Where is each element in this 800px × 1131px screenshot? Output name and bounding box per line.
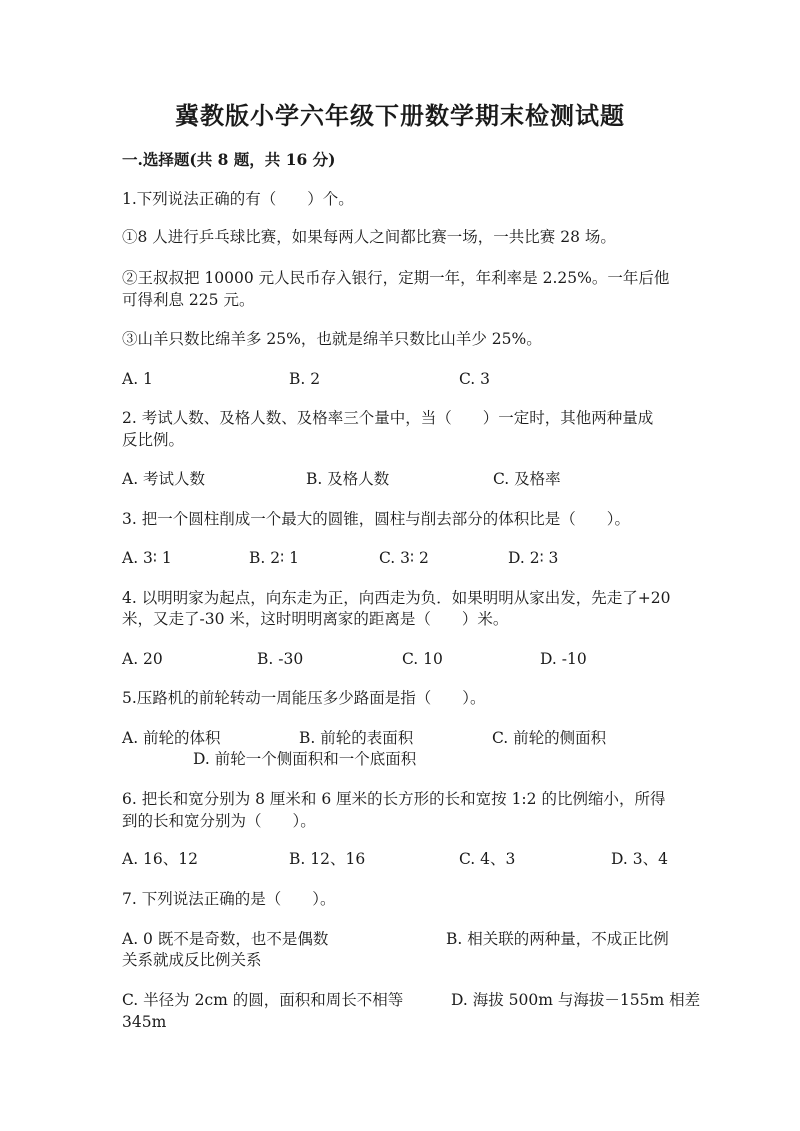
question-7-option-b-cont[interactable]: 关系就成反比例关系	[122, 951, 262, 969]
question-4-stem-cont: 米，又走了-30 米，这时明明离家的距离是（ ）米。	[122, 610, 509, 628]
question-7-option-a[interactable]: A. 0 既不是奇数，也不是偶数	[122, 930, 329, 948]
question-3-stem: 3. 把一个圆柱削成一个最大的圆锥，圆柱与削去部分的体积比是（ ）。	[122, 510, 630, 528]
question-2-option-c[interactable]: C. 及格率	[493, 470, 561, 488]
question-6-option-c[interactable]: C. 4、3	[459, 850, 516, 868]
question-5-stem: 5.压路机的前轮转动一周能压多少路面是指（ ）。	[122, 689, 486, 707]
question-2-option-b[interactable]: B. 及格人数	[306, 470, 390, 488]
question-1-stem: 1.下列说法正确的有（ ）个。	[122, 190, 354, 208]
question-1-option-a[interactable]: A. 1	[122, 370, 153, 388]
question-6-option-a[interactable]: A. 16、12	[122, 850, 198, 868]
question-7-option-d[interactable]: D. 海拔 500m 与海拔－155m 相差	[451, 991, 701, 1009]
question-4-option-c[interactable]: C. 10	[402, 650, 443, 668]
question-1-statement-2-cont: 可得利息 225 元。	[122, 291, 255, 309]
question-7-option-d-cont[interactable]: 345m	[122, 1013, 167, 1031]
question-6-option-d[interactable]: D. 3、4	[611, 850, 668, 868]
question-4-option-b[interactable]: B. -30	[257, 650, 304, 668]
question-7-option-c[interactable]: C. 半径为 2cm 的圆，面积和周长不相等	[122, 991, 404, 1009]
question-2-stem: 2. 考试人数、及格人数、及格率三个量中，当（ ）一定时，其他两种量成	[122, 409, 654, 427]
question-2-stem-cont: 反比例。	[122, 431, 185, 449]
question-5-option-a[interactable]: A. 前轮的体积	[122, 729, 221, 747]
question-7-stem: 7. 下列说法正确的是（ ）。	[122, 890, 336, 908]
page-title: 冀教版小学六年级下册数学期末检测试题	[175, 101, 625, 130]
question-1-option-c[interactable]: C. 3	[459, 370, 491, 388]
question-1-statement-2: ②王叔叔把 10000 元人民币存入银行，定期一年，年利率是 2.25%。一年后他	[122, 269, 670, 287]
question-5-option-d[interactable]: D. 前轮一个侧面积和一个底面积	[193, 750, 417, 768]
section-heading: 一.选择题(共 8 题，共 16 分)	[122, 150, 336, 169]
question-6-stem-cont: 到的长和宽分别为（ ）。	[122, 812, 316, 830]
question-1-statement-3: ③山羊只数比绵羊多 25%，也就是绵羊只数比山羊少 25%。	[122, 330, 542, 348]
question-5-option-c[interactable]: C. 前轮的侧面积	[492, 729, 607, 747]
question-3-option-c[interactable]: C. 3∶ 2	[379, 549, 429, 567]
question-3-option-a[interactable]: A. 3∶ 1	[122, 549, 172, 567]
question-6-stem: 6. 把长和宽分别为 8 厘米和 6 厘米的长方形的长和宽按 1:2 的比例缩小，所得	[122, 790, 666, 808]
question-5-option-b[interactable]: B. 前轮的表面积	[299, 729, 414, 747]
question-2-option-a[interactable]: A. 考试人数	[122, 470, 206, 488]
question-6-option-b[interactable]: B. 12、16	[289, 850, 366, 868]
question-4-stem: 4. 以明明家为起点，向东走为正，向西走为负．如果明明从家出发，先走了+20	[122, 589, 671, 607]
question-3-option-b[interactable]: B. 2∶ 1	[249, 549, 299, 567]
question-1-statement-1: ①8 人进行乒乓球比赛，如果每两人之间都比赛一场，一共比赛 28 场。	[122, 228, 616, 246]
question-4-option-a[interactable]: A. 20	[122, 650, 163, 668]
question-1-option-b[interactable]: B. 2	[289, 370, 321, 388]
question-7-option-b[interactable]: B. 相关联的两种量，不成正比例	[446, 930, 669, 948]
question-4-option-d[interactable]: D. -10	[540, 650, 587, 668]
question-3-option-d[interactable]: D. 2∶ 3	[508, 549, 559, 567]
